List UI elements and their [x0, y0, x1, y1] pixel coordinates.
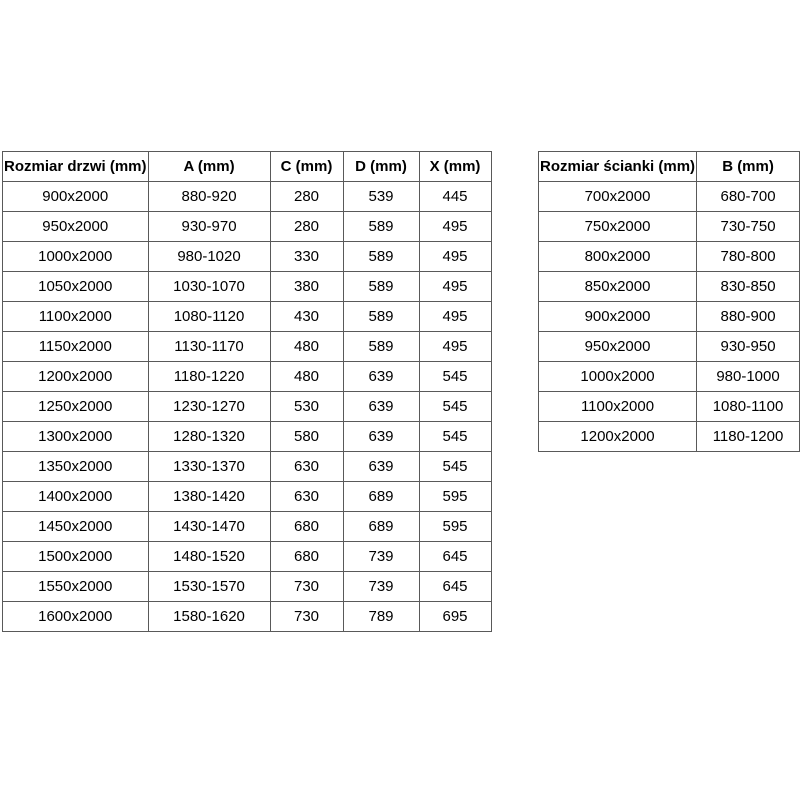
column-header: Rozmiar drzwi (mm): [3, 152, 149, 182]
table-cell: 280: [270, 212, 343, 242]
table-cell: 789: [343, 602, 419, 632]
table-cell: 680: [270, 542, 343, 572]
table-cell: 1150x2000: [3, 332, 149, 362]
table-cell: 589: [343, 242, 419, 272]
table-cell: 589: [343, 272, 419, 302]
header-row: [3, 152, 492, 182]
table-cell: 730: [270, 602, 343, 632]
table-cell: 639: [343, 392, 419, 422]
table-cell: 1430-1470: [148, 512, 270, 542]
table-cell: 780-800: [697, 242, 800, 272]
table-cell: 539: [343, 182, 419, 212]
table-cell: 1500x2000: [3, 542, 149, 572]
table-cell: 689: [343, 512, 419, 542]
table-cell: 595: [419, 482, 491, 512]
table-cell: 1530-1570: [148, 572, 270, 602]
table-cell: 1180-1200: [697, 422, 800, 452]
table-cell: 580: [270, 422, 343, 452]
table-cell: 1050x2000: [3, 272, 149, 302]
table-cell: 1080-1100: [697, 392, 800, 422]
table-cell: 639: [343, 422, 419, 452]
table-cell: 730: [270, 572, 343, 602]
table-cell: 589: [343, 212, 419, 242]
table-cell: 739: [343, 572, 419, 602]
wall-panel-sizes-table: [538, 151, 800, 452]
table-cell: 645: [419, 542, 491, 572]
table-cell: 680: [270, 512, 343, 542]
table-cell: 645: [419, 572, 491, 602]
table-row: [3, 332, 492, 362]
table-cell: 1000x2000: [3, 242, 149, 272]
table-row: [3, 572, 492, 602]
table-cell: 900x2000: [3, 182, 149, 212]
table-cell: 1580-1620: [148, 602, 270, 632]
column-header: C (mm): [270, 152, 343, 182]
table-cell: 1030-1070: [148, 272, 270, 302]
table-cell: 1450x2000: [3, 512, 149, 542]
table-cell: 639: [343, 452, 419, 482]
table-cell: 589: [343, 302, 419, 332]
table-cell: 1250x2000: [3, 392, 149, 422]
table-cell: 1330-1370: [148, 452, 270, 482]
table-cell: 1480-1520: [148, 542, 270, 572]
table-cell: 930-970: [148, 212, 270, 242]
table-cell: 689: [343, 482, 419, 512]
table-cell: 930-950: [697, 332, 800, 362]
table-row: [3, 452, 492, 482]
table-cell: 1080-1120: [148, 302, 270, 332]
table-cell: 495: [419, 302, 491, 332]
table-cell: 380: [270, 272, 343, 302]
table-cell: 330: [270, 242, 343, 272]
column-header: X (mm): [419, 152, 491, 182]
table-cell: 750x2000: [539, 212, 697, 242]
table-row: [539, 392, 800, 422]
table-cell: 480: [270, 332, 343, 362]
table-row: [3, 392, 492, 422]
table-row: [539, 422, 800, 452]
table-cell: 495: [419, 242, 491, 272]
table-cell: 1200x2000: [539, 422, 697, 452]
table-row: [539, 242, 800, 272]
table-cell: 880-900: [697, 302, 800, 332]
table-cell: 900x2000: [539, 302, 697, 332]
table-cell: 730-750: [697, 212, 800, 242]
table-cell: 430: [270, 302, 343, 332]
column-header: B (mm): [697, 152, 800, 182]
table-cell: 950x2000: [3, 212, 149, 242]
table-row: [539, 182, 800, 212]
table-cell: 700x2000: [539, 182, 697, 212]
table-cell: 680-700: [697, 182, 800, 212]
table-cell: 739: [343, 542, 419, 572]
table-cell: 1100x2000: [539, 392, 697, 422]
header-row: [539, 152, 800, 182]
table-row: [539, 362, 800, 392]
table-row: [539, 212, 800, 242]
table-row: [3, 422, 492, 452]
table-cell: 880-920: [148, 182, 270, 212]
table-row: [3, 602, 492, 632]
table-cell: 1400x2000: [3, 482, 149, 512]
table-cell: 695: [419, 602, 491, 632]
table-row: [3, 272, 492, 302]
table-cell: 1350x2000: [3, 452, 149, 482]
table-cell: 1200x2000: [3, 362, 149, 392]
table-cell: 1130-1170: [148, 332, 270, 362]
table-cell: 1380-1420: [148, 482, 270, 512]
column-header: A (mm): [148, 152, 270, 182]
table-cell: 545: [419, 392, 491, 422]
table-cell: 545: [419, 362, 491, 392]
column-header: Rozmiar ścianki (mm): [539, 152, 697, 182]
table-cell: 595: [419, 512, 491, 542]
table-row: [539, 272, 800, 302]
table-cell: 545: [419, 422, 491, 452]
table-cell: 445: [419, 182, 491, 212]
table-cell: 495: [419, 272, 491, 302]
table-row: [539, 332, 800, 362]
table-cell: 980-1020: [148, 242, 270, 272]
table-row: [3, 212, 492, 242]
table-cell: 545: [419, 452, 491, 482]
table-cell: 589: [343, 332, 419, 362]
table-row: [3, 512, 492, 542]
table-cell: 630: [270, 482, 343, 512]
table-row: [3, 182, 492, 212]
table-cell: 830-850: [697, 272, 800, 302]
table-cell: 630: [270, 452, 343, 482]
table-row: [3, 482, 492, 512]
table-cell: 980-1000: [697, 362, 800, 392]
table-cell: 1600x2000: [3, 602, 149, 632]
table-cell: 639: [343, 362, 419, 392]
table-row: [3, 362, 492, 392]
column-header: D (mm): [343, 152, 419, 182]
table-cell: 1300x2000: [3, 422, 149, 452]
table-cell: 850x2000: [539, 272, 697, 302]
table-row: [3, 302, 492, 332]
table-cell: 1550x2000: [3, 572, 149, 602]
table-cell: 530: [270, 392, 343, 422]
table-cell: 800x2000: [539, 242, 697, 272]
table-cell: 495: [419, 212, 491, 242]
table-cell: 950x2000: [539, 332, 697, 362]
table-row: [3, 542, 492, 572]
table-row: [3, 242, 492, 272]
table-cell: 480: [270, 362, 343, 392]
table-cell: 280: [270, 182, 343, 212]
table-cell: 1180-1220: [148, 362, 270, 392]
table-cell: 1000x2000: [539, 362, 697, 392]
door-sizes-table: [2, 151, 492, 632]
table-cell: 1230-1270: [148, 392, 270, 422]
table-cell: 1100x2000: [3, 302, 149, 332]
table-cell: 1280-1320: [148, 422, 270, 452]
table-cell: 495: [419, 332, 491, 362]
table-row: [539, 302, 800, 332]
